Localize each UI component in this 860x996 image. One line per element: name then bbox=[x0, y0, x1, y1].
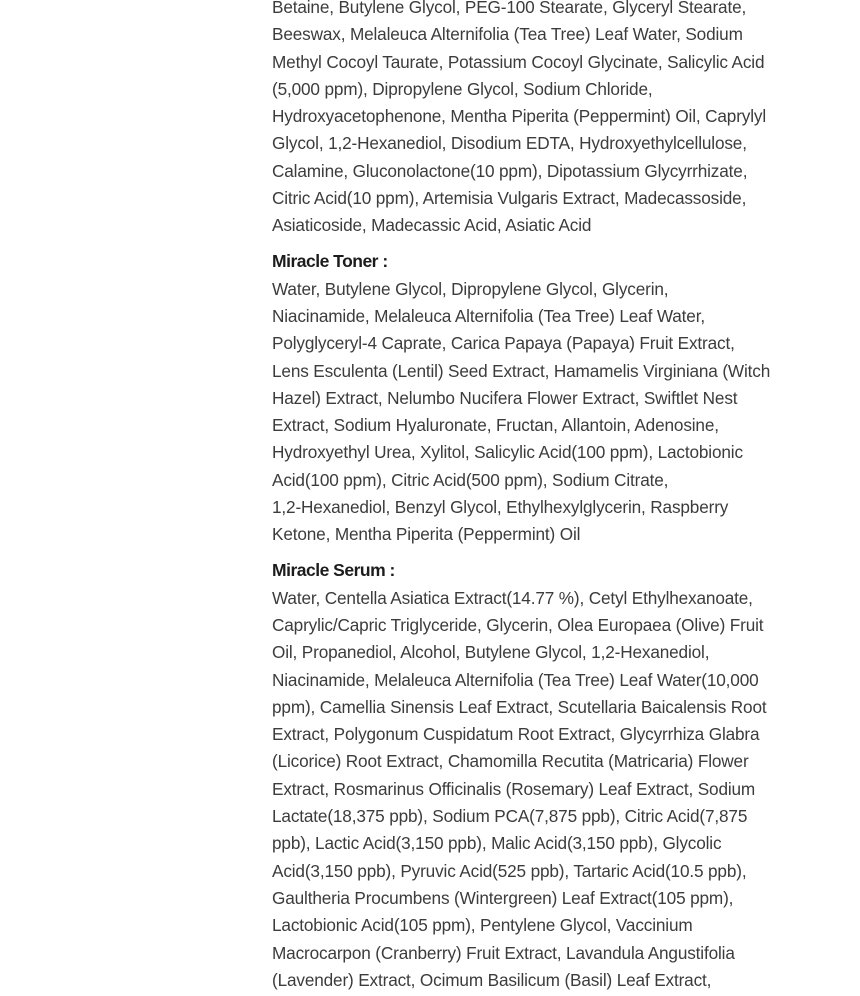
ingredients-line: Water, Butylene Glycol, Dipropylene Glycol, Glycerin, bbox=[272, 278, 669, 299]
ingredients-line: Extract, Polygonum Cuspidatum Root Extract, Glycyrrhiza Glabra bbox=[272, 724, 760, 745]
ingredients-line: Acid(3,150 ppb), Pyruvic Acid(525 ppb), Tartaric Acid(10.5 ppb), bbox=[272, 860, 747, 881]
ingredients-line: ppb), Lactic Acid(3,150 ppb), Malic Acid(3,150 ppb), Glycolic bbox=[272, 833, 722, 854]
ingredients-list bbox=[272, 0, 842, 240]
section-heading: Miracle Toner : bbox=[272, 250, 388, 271]
ingredients-list bbox=[272, 276, 842, 549]
ingredients-line: Extract, Rosmarinus Officinalis (Rosemary) Leaf Extract, Sodium bbox=[272, 778, 756, 799]
ingredients-line: Ketone, Mentha Piperita (Peppermint) Oil bbox=[272, 524, 581, 545]
ingredients-line: Beeswax, Melaleuca Alternifolia (Tea Tree) Leaf Water, Sodium bbox=[272, 24, 743, 45]
ingredients-line: Betaine, Butylene Glycol, PEG-100 Stearate, Glyceryl Stearate, bbox=[272, 0, 747, 17]
ingredients-line: (5,000 ppm), Dipropylene Glycol, Sodium Chloride, bbox=[272, 78, 653, 99]
ingredients-line: Water, Centella Asiatica Extract(14.77 %), Cetyl Ethylhexanoate, bbox=[272, 587, 753, 608]
section-heading: Miracle Serum : bbox=[272, 559, 395, 580]
ingredients-line: Niacinamide, Melaleuca Alternifolia (Tea Tree) Leaf Water(10,000 bbox=[272, 669, 759, 690]
ingredients-line: Polyglyceryl-4 Caprate, Carica Papaya (Papaya) Fruit Extract, bbox=[272, 333, 735, 354]
ingredients-line: Citric Acid(10 ppm), Artemisia Vulgaris Extract, Madecassoside, bbox=[272, 188, 747, 209]
ingredients-line: Oil, Propanediol, Alcohol, Butylene Glycol, 1,2-Hexanediol, bbox=[272, 642, 710, 663]
ingredients-line: Niacinamide, Melaleuca Alternifolia (Tea Tree) Leaf Water, bbox=[272, 305, 705, 326]
ingredients-line: Lactobionic Acid(105 ppm), Pentylene Glycol, Vaccinium bbox=[272, 915, 693, 936]
ingredients-line: Asiaticoside, Madecassic Acid, Asiatic Acid bbox=[272, 215, 592, 236]
ingredients-line: Hydroxyacetophenone, Mentha Piperita (Peppermint) Oil, Caprylyl bbox=[272, 106, 766, 127]
ingredients-line: Calamine, Gluconolactone(10 ppm), Dipotassium Glycyrrhizate, bbox=[272, 160, 748, 181]
ingredients-line: Methyl Cocoyl Taurate, Potassium Cocoyl Glycinate, Salicylic Acid bbox=[272, 51, 765, 72]
ingredients-line: (Lavender) Extract, Ocimum Basilicum (Basil) Leaf Extract, bbox=[272, 969, 712, 990]
ingredients-line: Macrocarpon (Cranberry) Fruit Extract, Lavandula Angustifolia bbox=[272, 942, 735, 963]
ingredients-line: Caprylic/Capric Triglyceride, Glycerin, Olea Europaea (Olive) Fruit bbox=[272, 614, 764, 635]
ingredients-list bbox=[272, 585, 842, 994]
ingredients-line: Lens Esculenta (Lentil) Seed Extract, Hamamelis Virginiana (Witch bbox=[272, 360, 771, 381]
ingredients-section-cleanser bbox=[272, 0, 842, 240]
ingredients-line: (Licorice) Root Extract, Chamomilla Recutita (Matricaria) Flower bbox=[272, 751, 749, 772]
ingredients-line: ppm), Camellia Sinensis Leaf Extract, Scutellaria Baicalensis Root bbox=[272, 696, 767, 717]
ingredients-section-toner bbox=[272, 248, 842, 549]
ingredients-line: Gaultheria Procumbens (Wintergreen) Leaf Extract(105 ppm), bbox=[272, 887, 734, 908]
ingredients-section-serum bbox=[272, 557, 842, 994]
ingredients-line: Hazel) Extract, Nelumbo Nucifera Flower Extract, Swiftlet Nest bbox=[272, 387, 738, 408]
ingredients-line: Extract, Sodium Hyaluronate, Fructan, Allantoin, Adenosine, bbox=[272, 415, 719, 436]
ingredients-line: 1,2-Hexanediol, Benzyl Glycol, Ethylhexylglycerin, Raspberry bbox=[272, 497, 729, 518]
ingredients-line: Glycol, 1,2-Hexanediol, Disodium EDTA, Hydroxyethylcellulose, bbox=[272, 133, 747, 154]
ingredients-line: Lactate(18,375 ppb), Sodium PCA(7,875 ppb), Citric Acid(7,875 bbox=[272, 806, 748, 827]
ingredients-line: Hydroxyethyl Urea, Xylitol, Salicylic Acid(100 ppm), Lactobionic bbox=[272, 442, 743, 463]
ingredients-document bbox=[272, 0, 842, 994]
ingredients-line: Acid(100 ppm), Citric Acid(500 ppm), Sodium Citrate, bbox=[272, 469, 669, 490]
